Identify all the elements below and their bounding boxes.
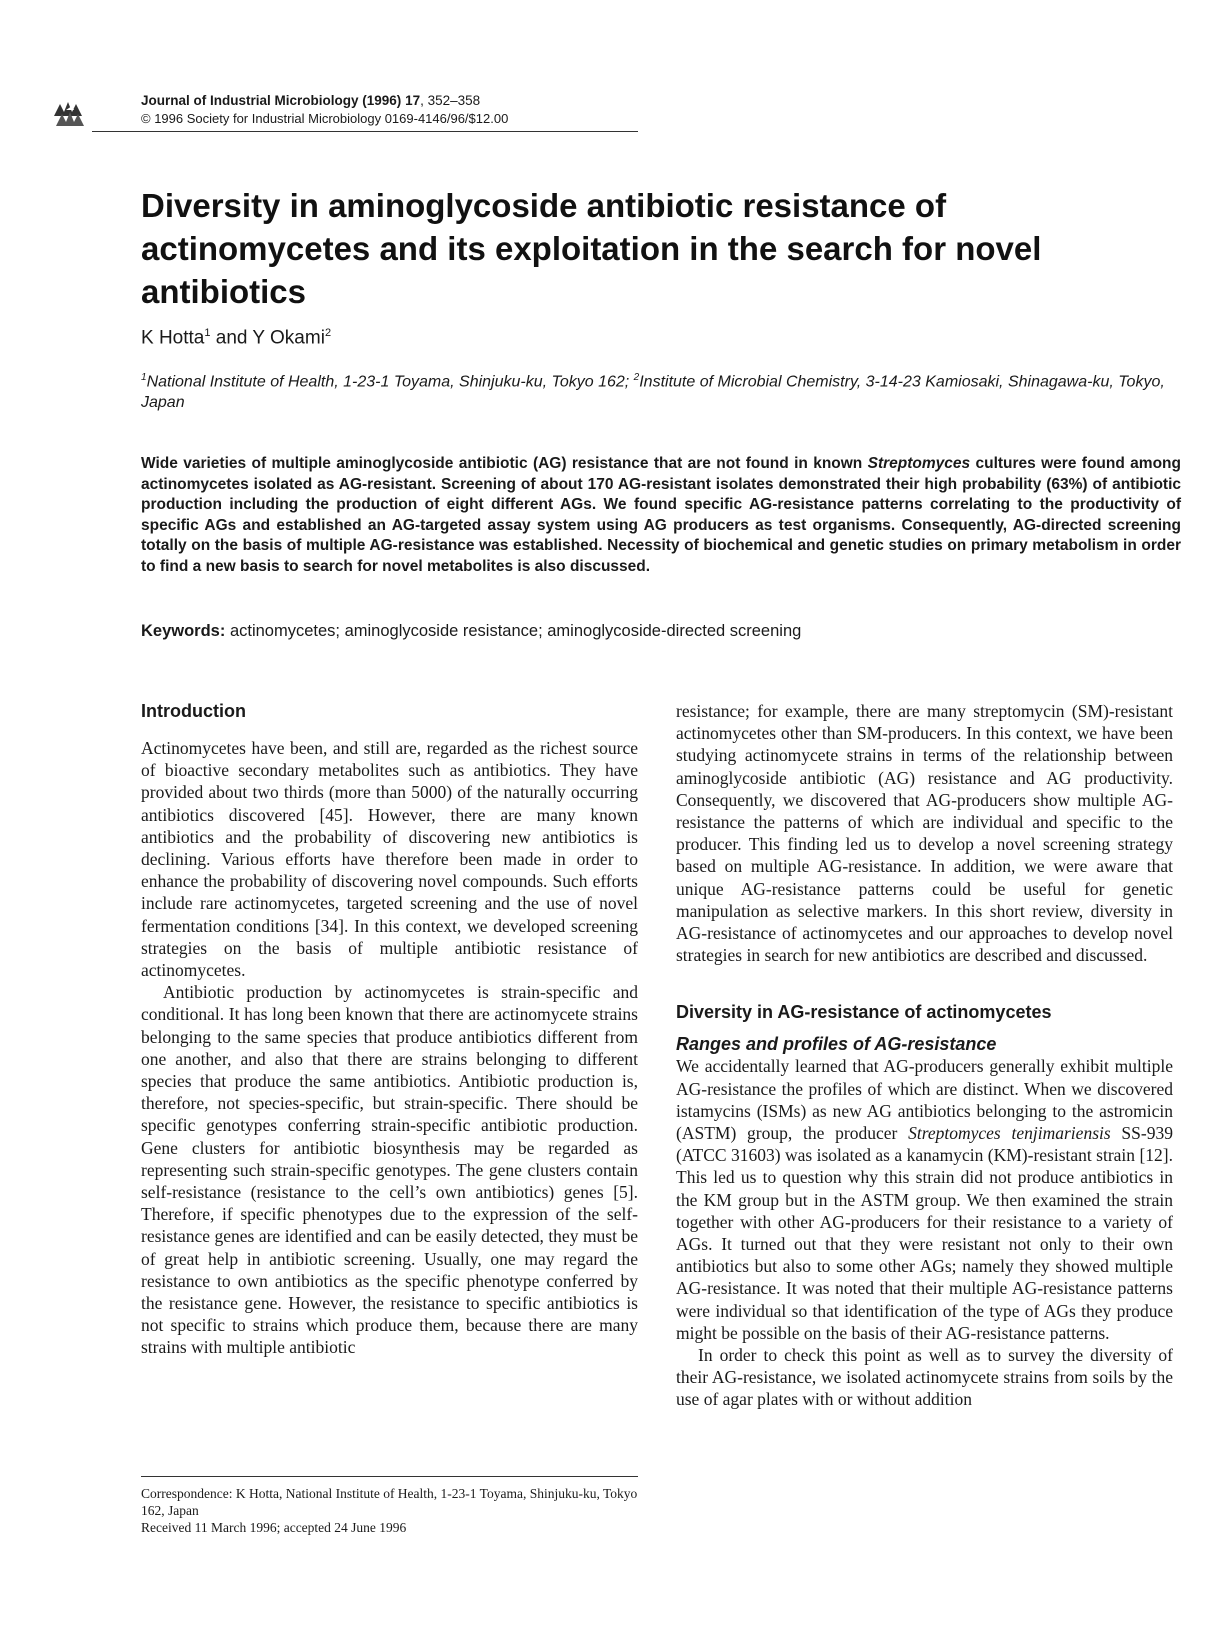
affiliations xyxy=(141,367,1181,413)
affiliation-1: National Institute of Health, 1-23-1 Toyama, Shinjuku-ku, Tokyo 162; xyxy=(146,373,634,391)
keywords-list: actinomycetes; aminoglycoside resistance; aminoglycoside-directed screening xyxy=(225,622,802,640)
affiliation-mark: 1 xyxy=(141,372,147,383)
paragraph: resistance; for example, there are many streptomycin (SM)-resistant actinomycetes other than SM-producers. In this context, we have been studying actinomycete strains in terms of the relationship between aminoglycoside antibiotic (AG) resistance and AG productivity. Consequently, we discovered that AG-producers show multiple AG-resistance the patterns of which are individual and specific to the producer. This finding led us to develop a novel screening strategy based on multiple AG-resistance. In addition, we were aware that unique AG-resistance patterns could be useful for genetic manipulation as selective markers. In this short review, diversity in AG-resistance of actinomycetes and our approaches to develop novel strategies in search for new antibiotics are described and discussed. xyxy=(676,701,1173,966)
paragraph-text: SS-939 (ATCC 31603) was isolated as a kanamycin (KM)-resistant strain [12]. This led us to question why this strain did not produce antibiotics in the KM group but in the ASTM group. We then examined the strain together with other AG-producers for their resistance to a variety of AGs. It turned out that they were resistant not only to their own antibiotics but also to some other AGs; namely they showed multiple AG-resistance. It was noted that their multiple AG-resistance patterns were individual so that identification of the type of AGs they produce might be possible on the basis of their AG-resistance patterns. xyxy=(676,1123,1173,1343)
publisher-logo-icon xyxy=(52,96,92,130)
left-column xyxy=(141,700,638,1359)
affiliation-2: Institute of Microbial Chemistry, 3-14-23 Kamiosaki, Shinagawa-ku, Tokyo, Japan xyxy=(141,373,1165,412)
footnote-divider xyxy=(141,1476,638,1477)
received-date: Received 11 March 1996; accepted 24 June 1996 xyxy=(141,1520,407,1535)
author-name: K Hotta xyxy=(141,327,205,349)
keywords xyxy=(141,620,1181,642)
paragraph-text: We accidentally learned that AG-producers generally exhibit multiple AG-resistance the profiles of which are distinct. When we discovered istamycins (ISMs) as new AG antibiotics belonging to the astromicin (ASTM) group, the producer xyxy=(676,1056,1173,1144)
abstract-text: cultures were found among actinomycetes isolated as AG-resistant. Screening of about 170 AG-resistant isolates demonstrated their high probability (63%) of antibiotic production including the production of eight different AGs. We found specific AG-resistance patterns correlating to the productivity of specific AGs and established an AG-targeted assay system using AG producers as test organisms. Consequently, AG-directed screening totally on the basis of multiple AG-resistance was established. Necessity of biochemical and genetic studies on primary metabolism in order to find a new basis to search for novel metabolites is also discussed. xyxy=(141,455,1181,575)
journal-volume: 17 xyxy=(405,93,421,108)
copyright-line: © 1996 Society for Industrial Microbiology 0169-4146/96/$12.00 xyxy=(141,111,509,126)
author-list xyxy=(141,321,331,350)
paragraph: Actinomycetes have been, and still are, regarded as the richest source of bioactive secondary metabolites such as antibiotics. They have provided about two thirds (more than 5000) of the naturally occurring antibiotics discovered [45]. However, there are many known antibiotics and the probability of discovering new antibiotics is declining. Various efforts have therefore been made in order to enhance the probability of discovering novel compounds. Such efforts include rare actinomycetes, targeted screening and the use of novel fermentation conditions [34]. In this context, we developed screening strategies on the basis of multiple antibiotic resistance of actinomycetes. xyxy=(141,738,638,981)
abstract-text: Wide varieties of multiple aminoglycoside antibiotic (AG) resistance that are not found in known xyxy=(141,455,868,472)
abstract-genus: Streptomyces xyxy=(867,455,971,472)
abstract xyxy=(141,454,1181,578)
affiliation-mark: 2 xyxy=(633,372,640,383)
footnote xyxy=(141,1485,638,1536)
author-name: Y Okami xyxy=(252,327,325,349)
header-divider xyxy=(92,131,638,132)
paragraph: Antibiotic production by actinomycetes is strain-specific and conditional. It has long been known that there are actinomycete strains belonging to the same species that produce antibiotics different from one another, and also that there are strains belonging to different species that produce the same antibiotics. Antibiotic production is, therefore, not species-specific, but strain-specific. There should be specific genotypes conferring strain-specific antibiotic production. Gene clusters for antibiotic biosynthesis may be regarded as representing such strain-specific genotypes. The gene clusters contain self-resistance (resistance to the cell’s own antibiotics) genes [5]. Therefore, if specific phenotypes due to the expression of the self-resistance genes are identified and can be easily detected, they must be of great help in antibiotic screening. Usually, one may regard the resistance to own antibiotics as the specific phenotype conferred by the resistance gene. However, the resistance to specific antibiotics is not specific to strains which produce them, because there are many strains with multiple antibiotic xyxy=(141,982,638,1358)
species-name: Streptomyces tenjimariensis xyxy=(908,1123,1111,1144)
journal-citation xyxy=(141,92,480,110)
keywords-label: Keywords: xyxy=(141,622,226,640)
right-column xyxy=(676,700,1173,1411)
author-join: and xyxy=(210,327,253,349)
paragraph xyxy=(676,1055,1173,1344)
journal-pages: , 352–358 xyxy=(420,93,481,108)
correspondence-note: Correspondence: K Hotta, National Institute of Health, 1-23-1 Toyama, Shinjuku-ku, Tokyo 162, Japan xyxy=(141,1486,638,1518)
section-heading-introduction: Introduction xyxy=(141,701,246,721)
journal-title: Journal of Industrial Microbiology (1996) xyxy=(141,93,402,108)
section-heading-diversity: Diversity in AG-resistance of actinomycetes xyxy=(676,1002,1052,1023)
author-mark: 2 xyxy=(324,327,332,339)
article-title: Diversity in aminoglycoside antibiotic resistance of actinomycetes and its exploitation in the search for novel antibiotics xyxy=(141,187,1042,310)
subsection-heading-ranges: Ranges and profiles of AG-resistance xyxy=(676,1034,997,1055)
author-mark: 1 xyxy=(204,327,211,339)
paragraph: In order to check this point as well as to survey the diversity of their AG-resistance, we isolated actinomycete strains from soils by the use of agar plates with or without addition xyxy=(676,1345,1173,1410)
